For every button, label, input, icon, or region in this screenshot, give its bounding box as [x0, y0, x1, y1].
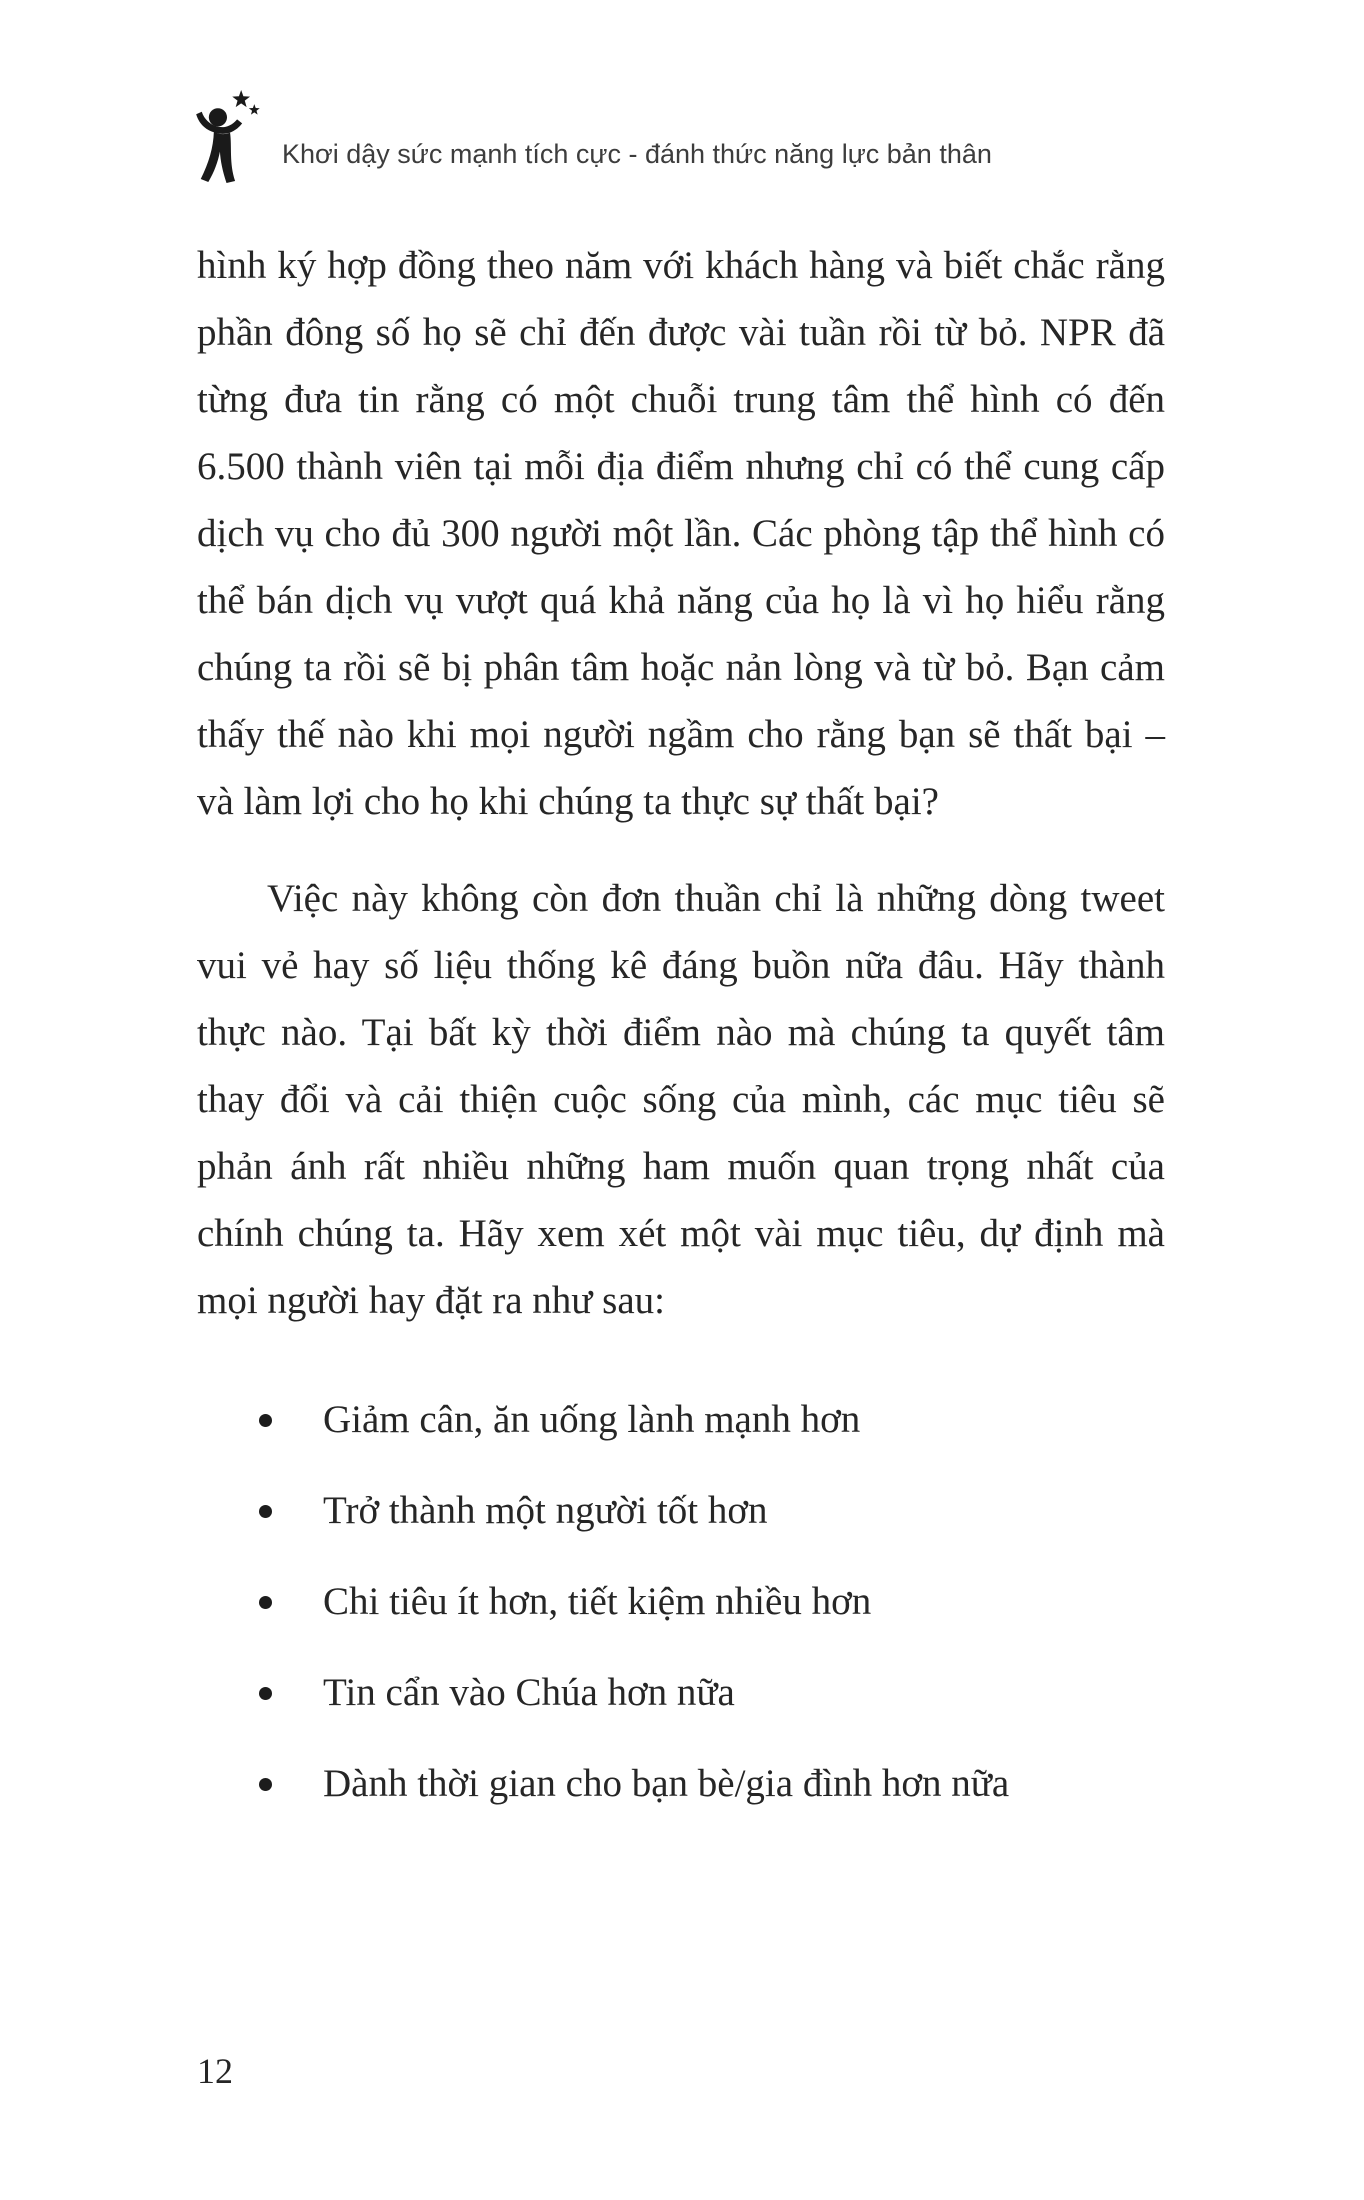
goal-item-text: Tin cẩn vào Chúa hơn nữa: [323, 1671, 735, 1714]
bullet-icon: [259, 1687, 272, 1700]
page-header: [190, 88, 992, 184]
goal-list-item: [197, 1480, 1165, 1542]
page-body: [197, 232, 1165, 1844]
goal-item-text: Dành thời gian cho bạn bè/gia đình hơn nữa: [323, 1762, 1010, 1805]
body-paragraph: Việc này không còn đơn thuần chỉ là những dòng tweet vui vẻ hay số liệu thống kê đáng buồn nữa đâu. Hãy thành thực nào. Tại bất kỳ thời điểm nào mà chúng ta quyết tâm thay đổi và cải thiện cuộc sống của mình, các mục tiêu sẽ phản ánh rất nhiều những ham muốn quan trọng nhất của chính chúng ta. Hãy xem xét một vài mục tiêu, dự định mà mọi người hay đặt ra như sau:: [197, 877, 1165, 1322]
person-with-stars-logo-icon: [190, 88, 262, 184]
goal-list: [197, 1389, 1165, 1815]
body-paragraph: hình ký hợp đồng theo năm với khách hàng và biết chắc rằng phần đông số họ sẽ chỉ đến được vài tuần rồi từ bỏ. NPR đã từng đưa tin rằng có một chuỗi trung tâm thể hình có đến 6.500 thành viên tại mỗi địa điểm nhưng chỉ có thể cung cấp dịch vụ cho đủ 300 người một lần. Các phòng tập thể hình có thể bán dịch vụ vượt quá khả năng của họ là vì họ hiểu rằng chúng ta rồi sẽ bị phân tâm hoặc nản lòng và từ bỏ. Bạn cảm thấy thế nào khi mọi người ngầm cho rằng bạn sẽ thất bại – và làm lợi cho họ khi chúng ta thực sự thất bại?: [197, 244, 1165, 823]
goal-item-text: Trở thành một người tốt hơn: [323, 1489, 768, 1532]
page-number: 12: [197, 2051, 233, 2091]
bullet-icon: [259, 1778, 272, 1791]
goal-item-text: Chi tiêu ít hơn, tiết kiệm nhiều hơn: [323, 1580, 872, 1623]
bullet-icon: [259, 1505, 272, 1518]
goal-list-item: [197, 1662, 1165, 1724]
running-head-title: Khơi dậy sức mạnh tích cực - đánh thức năng lực bản thân: [282, 139, 992, 169]
goal-item-text: Giảm cân, ăn uống lành mạnh hơn: [323, 1398, 861, 1441]
bullet-icon: [259, 1596, 272, 1609]
bullet-icon: [259, 1414, 272, 1427]
goal-list-item: [197, 1753, 1165, 1815]
goal-list-item: [197, 1389, 1165, 1451]
goal-list-item: [197, 1571, 1165, 1633]
